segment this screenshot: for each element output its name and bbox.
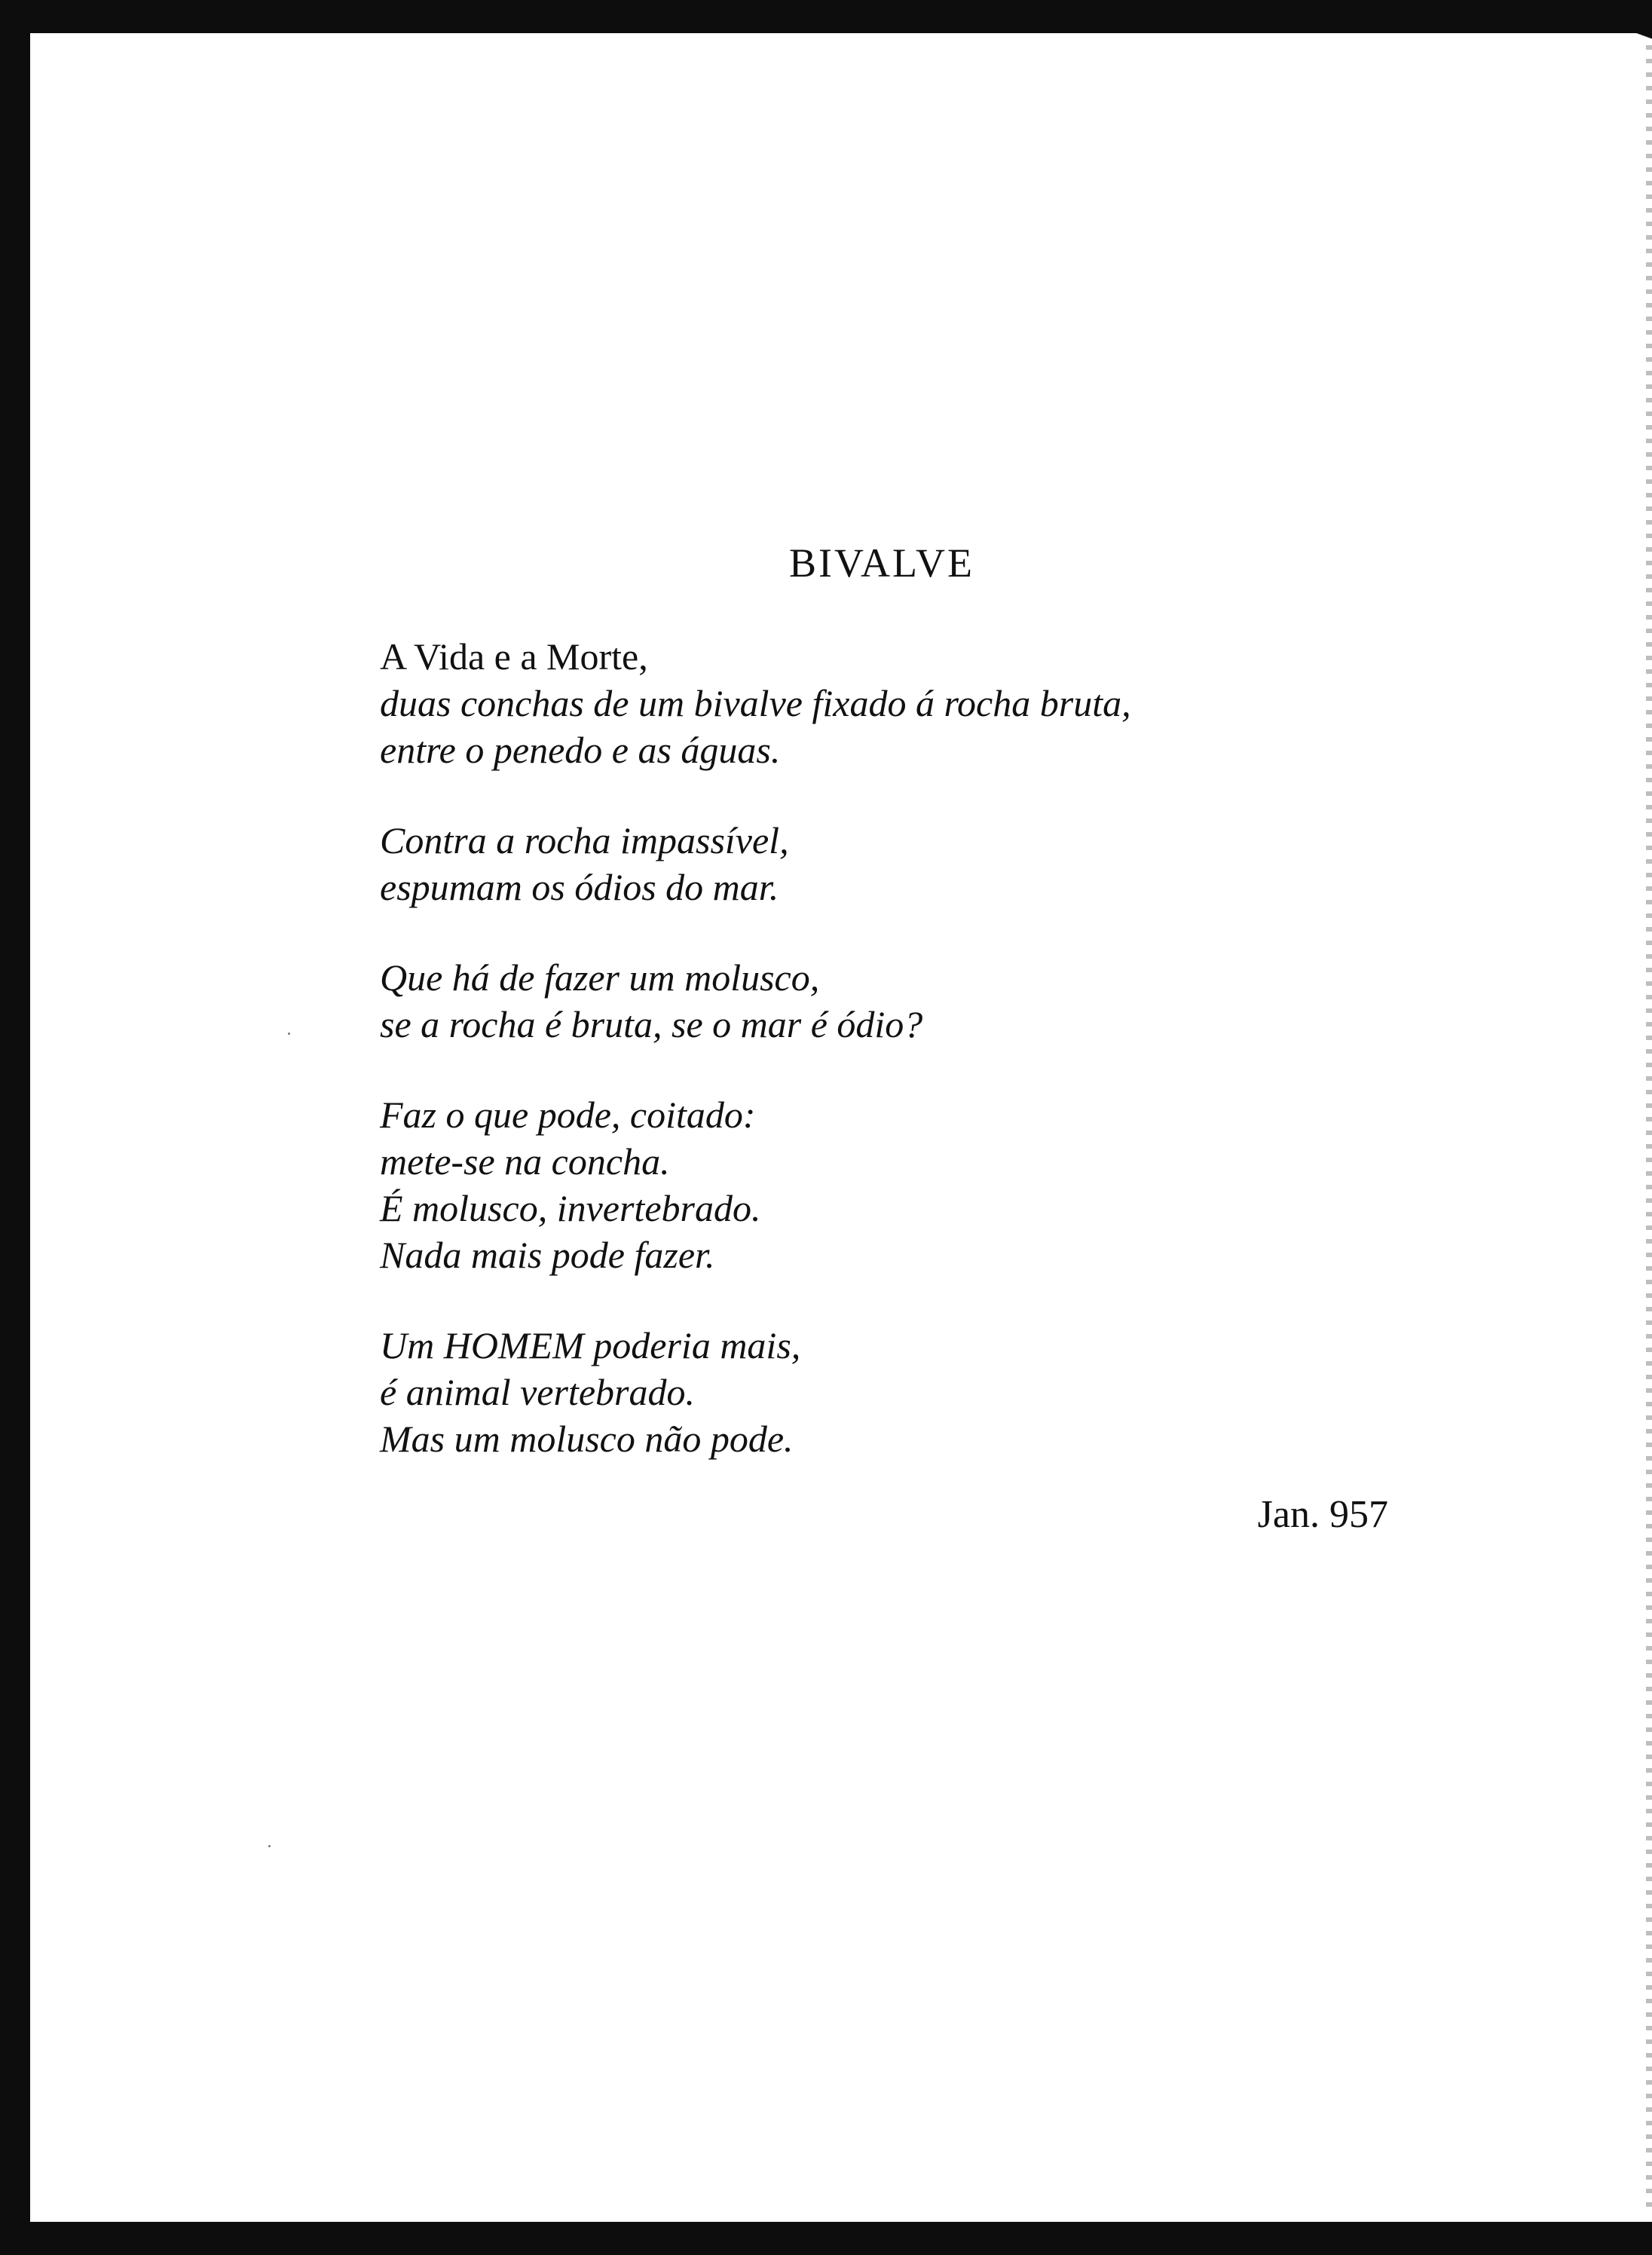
poem-line: duas conchas de um bivalve fixado á rocha bruta, (380, 682, 1131, 724)
poem-date: Jan. 957 (1257, 1493, 1388, 1536)
poem-body (380, 633, 1435, 1506)
poem-line: É molusco, invertebrado. (380, 1187, 761, 1229)
stanza-4 (380, 1091, 1435, 1278)
poem-line: se a rocha é bruta, se o mar é ódio? (380, 1003, 923, 1045)
scan-border-left (0, 0, 30, 2255)
poem-line: Mas um molusco não pode. (380, 1418, 794, 1460)
poem-line: mete-se na concha. (380, 1140, 670, 1183)
scan-speck (288, 1033, 290, 1035)
poem-line: espumam os ódios do mar. (380, 866, 779, 908)
stanza-3 (380, 954, 1435, 1048)
poem-line: A Vida e a Morte, (380, 635, 648, 678)
poem-title: BIVALVE (788, 540, 975, 586)
scan-border-right (1646, 45, 1652, 2216)
scan-speck (268, 1845, 271, 1847)
scan-border-top (0, 0, 1652, 33)
poem-line: Um HOMEM poderia mais, (380, 1324, 801, 1366)
stanza-2 (380, 817, 1435, 910)
poem-line: entre o penedo e as águas. (380, 729, 781, 771)
poem-line: é animal vertebrado. (380, 1371, 695, 1413)
stanza-5 (380, 1322, 1435, 1462)
scan-border-bottom (0, 2222, 1652, 2255)
stanza-1 (380, 633, 1435, 773)
scan-corner-mark (1584, 0, 1652, 45)
poem-line: Faz o que pode, coitado: (380, 1094, 756, 1136)
poem-line: Contra a rocha impassível, (380, 819, 789, 861)
poem-line: Nada mais pode fazer. (380, 1234, 715, 1276)
poem-line: Que há de fazer um molusco, (380, 956, 820, 999)
